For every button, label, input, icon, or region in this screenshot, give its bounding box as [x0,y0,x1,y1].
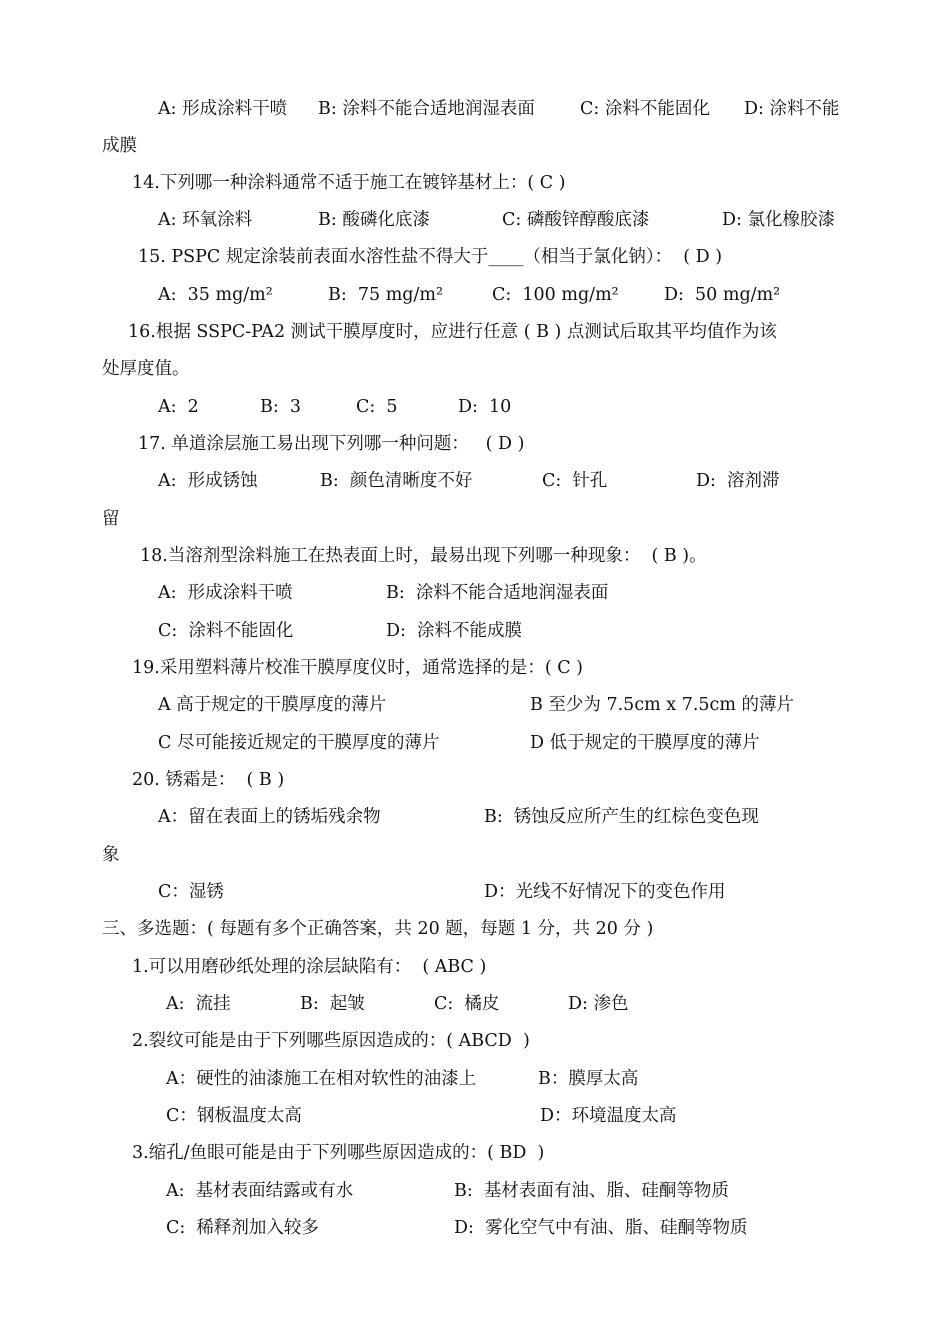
text-segment: 16.根据 SSPC-PA2 测试干膜厚度时，应进行任意 ( B ) 点测试后取其平均值作为该 [128,322,777,342]
text-segment: 15. PSPC 规定涂装前表面水溶性盐不得大于____（相当于氯化钠）： ( D ) [138,247,723,267]
text-line [0,431,950,457]
text-line [0,1103,950,1129]
text-line [0,842,950,868]
text-segment: D: 10 [458,397,512,417]
text-line [0,1140,950,1166]
text-line [0,170,950,196]
text-line [0,356,950,382]
text-line [0,655,950,681]
text-segment: 三、多选题：( 每题有多个正确答案，共 20 题，每题 1 分，共 20 分 ) [102,919,654,939]
text-segment: D: 溶剂滞 [696,471,780,491]
text-line [0,767,950,793]
text-segment: 20. 锈霜是： ( B ) [132,770,285,790]
text-segment: C：湿锈 [158,882,224,902]
text-line [0,954,950,980]
text-segment: 象 [102,845,120,865]
text-line [0,96,950,122]
text-line [0,282,950,308]
text-segment: C: 100 mg/m² [492,285,619,305]
text-segment: B: 锈蚀反应所产生的红棕色变色现 [484,807,759,827]
text-segment: 18.当溶剂型涂料施工在热表面上时，最易出现下列哪一种现象： ( B )。 [140,546,707,566]
text-segment: A: 流挂 [166,994,231,1014]
text-segment: B: 起皱 [300,994,365,1014]
text-segment: B 至少为 7.5cm x 7.5cm 的薄片 [530,695,794,715]
text-segment: D: 50 mg/m² [664,285,781,305]
text-segment: 19.采用塑料薄片校准干膜厚度仪时，通常选择的是：( C ) [132,658,583,678]
text-line [0,580,950,606]
text-segment: 留 [102,509,120,529]
text-segment: D: 氯化橡胶漆 [722,210,835,230]
text-line [0,1028,950,1054]
text-segment: A: 35 mg/m² [158,285,273,305]
text-line [0,543,950,569]
text-segment: A: 环氧涂料 [158,210,253,230]
text-line [0,394,950,420]
text-segment: 17. 单道涂层施工易出现下列哪一种问题： ( D ) [138,434,525,454]
text-line [0,879,950,905]
text-segment: D: 涂料不能 [744,99,840,119]
text-segment: A: 2 [158,397,199,417]
text-segment: A: 形成锈蚀 [158,471,258,491]
text-segment: B: 基材表面有油、脂、硅酮等物质 [454,1181,729,1201]
text-segment: D: 渗色 [568,994,629,1014]
text-line [0,1178,950,1204]
text-segment: C: 稀释剂加入较多 [166,1218,319,1238]
text-segment: A 高于规定的干膜厚度的薄片 [158,695,387,715]
text-segment: 3.缩孔/鱼眼可能是由于下列哪些原因造成的：( BD ) [132,1143,545,1163]
text-segment: D: 涂料不能成膜 [386,621,523,641]
text-segment: D：环境温度太高 [540,1106,677,1126]
text-segment: B: 酸磷化底漆 [318,210,430,230]
text-line [0,804,950,830]
text-line [0,1066,950,1092]
text-line [0,244,950,270]
text-segment: A: 基材表面结露或有水 [166,1181,354,1201]
text-line [0,207,950,233]
text-segment: C：钢板温度太高 [166,1106,302,1126]
text-segment: B: 3 [260,397,302,417]
text-segment: C: 橘皮 [434,994,500,1014]
text-line [0,916,950,942]
text-segment: C: 针孔 [542,471,608,491]
text-segment: A: 形成涂料干喷 [158,99,288,119]
text-line [0,730,950,756]
text-segment: C: 涂料不能固化 [580,99,710,119]
text-segment: A：硬性的油漆施工在相对软性的油漆上 [166,1069,477,1089]
text-segment: A: 形成涂料干喷 [158,583,293,603]
text-segment: D 低于规定的干膜厚度的薄片 [530,733,760,753]
text-line [0,319,950,345]
text-segment: B：膜厚太高 [538,1069,639,1089]
text-line [0,991,950,1017]
text-segment: B: 涂料不能合适地润湿表面 [318,99,535,119]
text-segment: B: 涂料不能合适地润湿表面 [386,583,609,603]
text-segment: 2.裂纹可能是由于下列哪些原因造成的：( ABCD ) [132,1031,530,1051]
text-segment: D：光线不好情况下的变色作用 [484,882,726,902]
text-segment: D: 雾化空气中有油、脂、硅酮等物质 [454,1218,748,1238]
text-segment: 成膜 [102,136,137,156]
text-segment: C: 磷酸锌醇酸底漆 [502,210,650,230]
text-line [0,506,950,532]
text-segment: 14.下列哪一种涂料通常不适于施工在镀锌基材上：( C ) [132,173,566,193]
text-segment: C: 涂料不能固化 [158,621,294,641]
text-segment: A：留在表面上的锈垢残余物 [158,807,381,827]
text-segment: C 尽可能接近规定的干膜厚度的薄片 [158,733,440,753]
text-segment: B: 颜色清晰度不好 [320,471,473,491]
text-segment: 处厚度值。 [102,359,190,379]
text-segment: B: 75 mg/m² [328,285,444,305]
text-line [0,1215,950,1241]
text-line [0,618,950,644]
text-line [0,133,950,159]
text-segment: C: 5 [356,397,398,417]
text-line [0,692,950,718]
text-line [0,468,950,494]
text-segment: 1.可以用磨砂纸处理的涂层缺陷有： ( ABC ) [132,957,487,977]
